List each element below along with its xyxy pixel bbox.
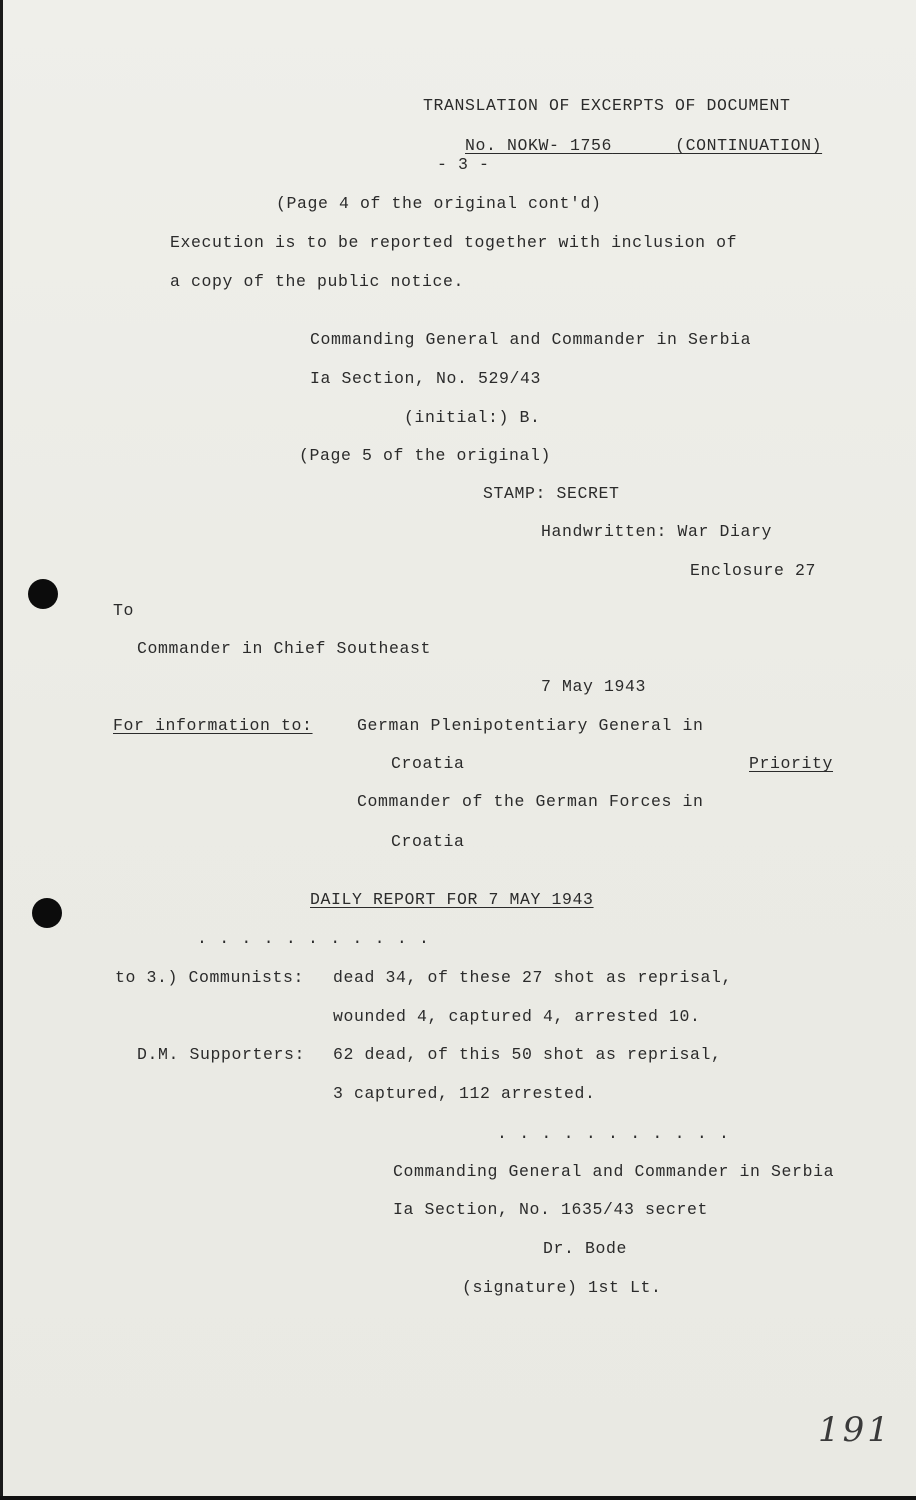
- page-note-original-4: (Page 4 of the original cont'd): [276, 194, 602, 213]
- ellipsis-row-2: . . . . . . . . . . .: [497, 1124, 731, 1143]
- dm-supporters-line-1: 62 dead, of this 50 shot as reprisal,: [333, 1045, 722, 1064]
- address-recipient: Commander in Chief Southeast: [137, 639, 432, 658]
- punch-hole-bottom: [32, 898, 62, 928]
- execution-line-1: Execution is to be reported together with inclusion of: [170, 233, 738, 252]
- info1-line-1: German Plenipotentiary General in: [357, 716, 704, 735]
- signoff2-line-1: Commanding General and Commander in Serbia: [393, 1162, 835, 1181]
- signoff2-line-2: Ia Section, No. 1635/43 secret: [393, 1200, 709, 1219]
- communists-line-2: wounded 4, captured 4, arrested 10.: [333, 1007, 701, 1026]
- continuation-label: (CONTINUATION): [675, 136, 823, 155]
- signoff1-line-2: Ia Section, No. 529/43: [310, 369, 542, 388]
- priority-label: Priority: [749, 754, 834, 773]
- info1-line-2: Croatia: [391, 754, 465, 773]
- communists-label: to 3.) Communists:: [115, 968, 305, 987]
- dm-supporters-line-2: 3 captured, 112 arrested.: [333, 1084, 596, 1103]
- handwritten-war-diary: Handwritten: War Diary: [541, 522, 773, 541]
- communists-line-1: dead 34, of these 27 shot as reprisal,: [333, 968, 733, 987]
- signoff1-line-1: Commanding General and Commander in Serbia: [310, 330, 752, 349]
- address-date: 7 May 1943: [541, 677, 647, 696]
- page-number: - 3 -: [437, 155, 490, 174]
- info2-line-1: Commander of the German Forces in: [357, 792, 704, 811]
- ellipsis-row-1: . . . . . . . . . . .: [197, 929, 431, 948]
- page-note-original-5: (Page 5 of the original): [299, 446, 552, 465]
- execution-line-2: a copy of the public notice.: [170, 272, 465, 291]
- handwritten-page-number: 191: [818, 1410, 892, 1450]
- punch-hole-top: [28, 579, 58, 609]
- document-number: No. NOKW- 1756: [465, 136, 613, 155]
- info2-line-2: Croatia: [391, 832, 465, 851]
- daily-report-title: DAILY REPORT FOR 7 MAY 1943: [310, 890, 594, 909]
- header-underline-gap: [612, 136, 675, 155]
- scan-bottom-edge: [0, 1496, 916, 1500]
- signoff2-name: Dr. Bode: [543, 1239, 628, 1258]
- header-title: TRANSLATION OF EXCERPTS OF DOCUMENT: [423, 96, 791, 115]
- enclosure-number: Enclosure 27: [690, 561, 817, 580]
- for-information-label: For information to:: [113, 716, 313, 735]
- dm-supporters-label: D.M. Supporters:: [137, 1045, 306, 1064]
- scan-left-edge: [0, 0, 3, 1500]
- address-to: To: [113, 601, 135, 620]
- stamp-secret: STAMP: SECRET: [483, 484, 620, 503]
- signoff1-initial: (initial:) B.: [404, 408, 541, 427]
- signoff2-signature: (signature) 1st Lt.: [462, 1278, 662, 1297]
